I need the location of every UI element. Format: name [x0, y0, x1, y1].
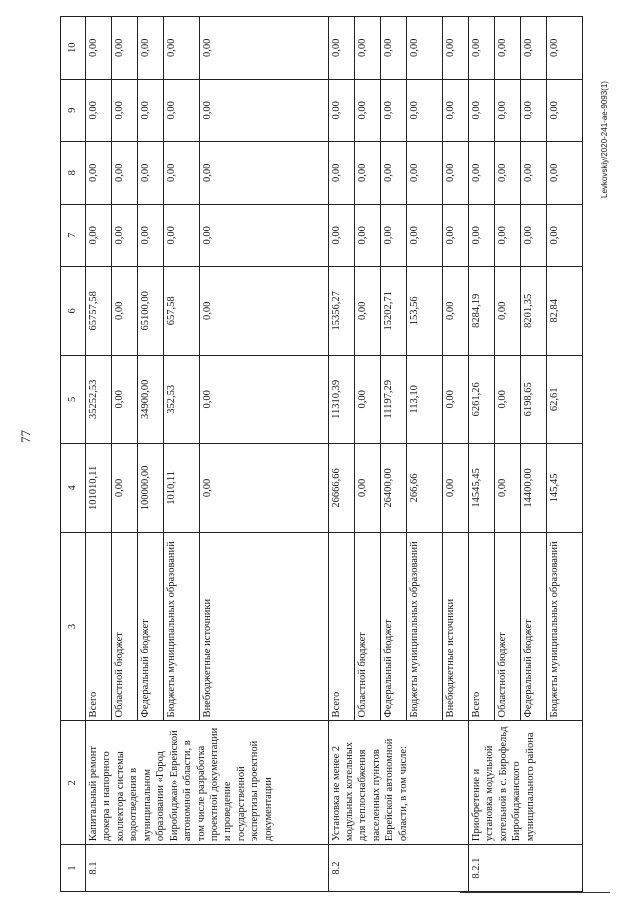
- amount-cell: 0,00: [112, 142, 138, 205]
- amount-cell: 0,00: [138, 17, 164, 80]
- funding-source: Областной бюджет: [112, 532, 138, 721]
- amount-cell: 0,00: [328, 79, 354, 142]
- amount-cell: 0,00: [138, 204, 164, 267]
- amount-cell: 0,00: [138, 79, 164, 142]
- amount-cell: 8284,19: [468, 267, 494, 356]
- amount-cell: 26400,00: [380, 444, 406, 533]
- amount-cell: 0,00: [494, 267, 520, 356]
- column-number: 2: [61, 721, 86, 845]
- amount-cell: 0,00: [354, 17, 380, 80]
- amount-cell: 0,00: [138, 142, 164, 205]
- column-number: 1: [61, 845, 86, 892]
- amount-cell: 1010,11: [164, 444, 200, 533]
- column-number: 9: [61, 79, 86, 142]
- funding-source: Областной бюджет: [494, 532, 520, 721]
- amount-cell: 0,00: [521, 17, 547, 80]
- amount-cell: 0,00: [112, 17, 138, 80]
- amount-cell: 0,00: [494, 17, 520, 80]
- amount-cell: 0,00: [200, 355, 328, 444]
- amount-cell: 35252,53: [86, 355, 112, 444]
- amount-cell: 0,00: [354, 204, 380, 267]
- amount-cell: 266,66: [407, 444, 443, 533]
- amount-cell: 0,00: [200, 79, 328, 142]
- amount-cell: 0,00: [328, 17, 354, 80]
- amount-cell: 14400,00: [521, 444, 547, 533]
- amount-cell: 0,00: [86, 204, 112, 267]
- amount-cell: 0,00: [200, 267, 328, 356]
- funding-source: Областной бюджет: [354, 532, 380, 721]
- amount-cell: 153,56: [407, 267, 443, 356]
- amount-cell: 65100,00: [138, 267, 164, 356]
- amount-cell: 0,00: [494, 355, 520, 444]
- amount-cell: 8201,35: [521, 267, 547, 356]
- amount-cell: 0,00: [547, 79, 583, 142]
- funding-source: Бюджеты муниципальных образований: [407, 532, 443, 721]
- funding-source: Федеральный бюджет: [521, 532, 547, 721]
- item-code: 8.2: [328, 845, 468, 892]
- column-number: 8: [61, 142, 86, 205]
- amount-cell: 0,00: [494, 79, 520, 142]
- amount-cell: 0,00: [407, 17, 443, 80]
- footer-rule: [460, 892, 610, 893]
- amount-cell: 0,00: [442, 204, 468, 267]
- column-number: 6: [61, 267, 86, 356]
- amount-cell: 0,00: [380, 204, 406, 267]
- amount-cell: 0,00: [164, 142, 200, 205]
- amount-cell: 113,10: [407, 355, 443, 444]
- funding-source: Федеральный бюджет: [138, 532, 164, 721]
- table-body: [86, 17, 583, 892]
- table-row: [328, 17, 354, 892]
- amount-cell: 0,00: [200, 204, 328, 267]
- amount-cell: 0,00: [547, 204, 583, 267]
- amount-cell: 11310,39: [328, 355, 354, 444]
- amount-cell: 0,00: [354, 444, 380, 533]
- amount-cell: 0,00: [354, 267, 380, 356]
- rotated-table-area: [60, 16, 583, 892]
- document-code: Levkovskiy/2020-241-ae-9093(1): [600, 81, 609, 198]
- funding-source: Внебюджетные источники: [200, 532, 328, 721]
- column-number: 10: [61, 17, 86, 80]
- amount-cell: 0,00: [164, 79, 200, 142]
- amount-cell: 0,00: [468, 142, 494, 205]
- amount-cell: 0,00: [200, 17, 328, 80]
- amount-cell: 0,00: [442, 355, 468, 444]
- amount-cell: 0,00: [328, 204, 354, 267]
- amount-cell: 100000,00: [138, 444, 164, 533]
- amount-cell: 0,00: [86, 17, 112, 80]
- item-code: 8.1: [86, 845, 329, 892]
- funding-source: Бюджеты муниципальных образований: [547, 532, 583, 721]
- amount-cell: 0,00: [86, 79, 112, 142]
- amount-cell: 0,00: [112, 204, 138, 267]
- amount-cell: 352,53: [164, 355, 200, 444]
- amount-cell: 0,00: [112, 355, 138, 444]
- funding-source: Всего: [468, 532, 494, 721]
- amount-cell: 82,84: [547, 267, 583, 356]
- amount-cell: 6198,65: [521, 355, 547, 444]
- financing-table: [60, 16, 583, 892]
- funding-source: Бюджеты муниципальных образований: [164, 532, 200, 721]
- table-row: [468, 17, 494, 892]
- amount-cell: 0,00: [407, 79, 443, 142]
- amount-cell: 0,00: [200, 444, 328, 533]
- amount-cell: 0,00: [328, 142, 354, 205]
- page-number: 77: [18, 430, 33, 443]
- amount-cell: 0,00: [494, 444, 520, 533]
- amount-cell: 0,00: [164, 204, 200, 267]
- amount-cell: 11197,29: [380, 355, 406, 444]
- amount-cell: 0,00: [354, 355, 380, 444]
- amount-cell: 0,00: [442, 444, 468, 533]
- table-row: [86, 17, 112, 892]
- amount-cell: 0,00: [407, 142, 443, 205]
- funding-source: Федеральный бюджет: [380, 532, 406, 721]
- amount-cell: 65757,58: [86, 267, 112, 356]
- amount-cell: 0,00: [112, 79, 138, 142]
- column-number: 7: [61, 204, 86, 267]
- item-code: 8.2.1: [468, 845, 582, 892]
- amount-cell: 0,00: [442, 17, 468, 80]
- funding-source: Всего: [328, 532, 354, 721]
- amount-cell: 145,45: [547, 444, 583, 533]
- amount-cell: 26666,66: [328, 444, 354, 533]
- amount-cell: 0,00: [407, 204, 443, 267]
- amount-cell: 0,00: [521, 79, 547, 142]
- amount-cell: 0,00: [468, 17, 494, 80]
- amount-cell: 34900,00: [138, 355, 164, 444]
- amount-cell: 0,00: [442, 267, 468, 356]
- funding-source: Внебюджетные источники: [442, 532, 468, 721]
- amount-cell: 0,00: [547, 142, 583, 205]
- item-description: Приобретение и установка модульной котельной в с. Бирофельд Биробиджанского муниципального района: [468, 721, 582, 845]
- amount-cell: 0,00: [494, 142, 520, 205]
- amount-cell: 0,00: [442, 142, 468, 205]
- amount-cell: 657,58: [164, 267, 200, 356]
- amount-cell: 62,61: [547, 355, 583, 444]
- amount-cell: 0,00: [380, 142, 406, 205]
- amount-cell: 0,00: [521, 142, 547, 205]
- column-number: 5: [61, 355, 86, 444]
- item-description: Капитальный ремонт дюкера и напорного коллектора системы водоотведения в муниципальном образовании «Город Биробиджан» Еврейской автономной области, в том числе разработка проектной документации и проведение государственной экспертизы проектной документации: [86, 721, 329, 845]
- amount-cell: 15356,27: [328, 267, 354, 356]
- amount-cell: 0,00: [354, 79, 380, 142]
- amount-cell: 0,00: [547, 17, 583, 80]
- amount-cell: 6261,26: [468, 355, 494, 444]
- amount-cell: 0,00: [468, 79, 494, 142]
- amount-cell: 0,00: [494, 204, 520, 267]
- header-row: [61, 17, 86, 892]
- funding-source: Всего: [86, 532, 112, 721]
- amount-cell: 0,00: [200, 142, 328, 205]
- item-description: Установка не менее 2 модульных котельных для теплоснабжения населенных пунктов Еврейской автономной области, в том числе:: [328, 721, 468, 845]
- amount-cell: 0,00: [112, 444, 138, 533]
- amount-cell: 0,00: [112, 267, 138, 356]
- amount-cell: 15202,71: [380, 267, 406, 356]
- column-number: 3: [61, 532, 86, 721]
- amount-cell: 101010,11: [86, 444, 112, 533]
- column-number: 4: [61, 444, 86, 533]
- amount-cell: 0,00: [380, 79, 406, 142]
- amount-cell: 0,00: [521, 204, 547, 267]
- amount-cell: 0,00: [86, 142, 112, 205]
- amount-cell: 0,00: [380, 17, 406, 80]
- amount-cell: 0,00: [442, 79, 468, 142]
- amount-cell: 0,00: [164, 17, 200, 80]
- amount-cell: 0,00: [354, 142, 380, 205]
- amount-cell: 0,00: [468, 204, 494, 267]
- amount-cell: 14545,45: [468, 444, 494, 533]
